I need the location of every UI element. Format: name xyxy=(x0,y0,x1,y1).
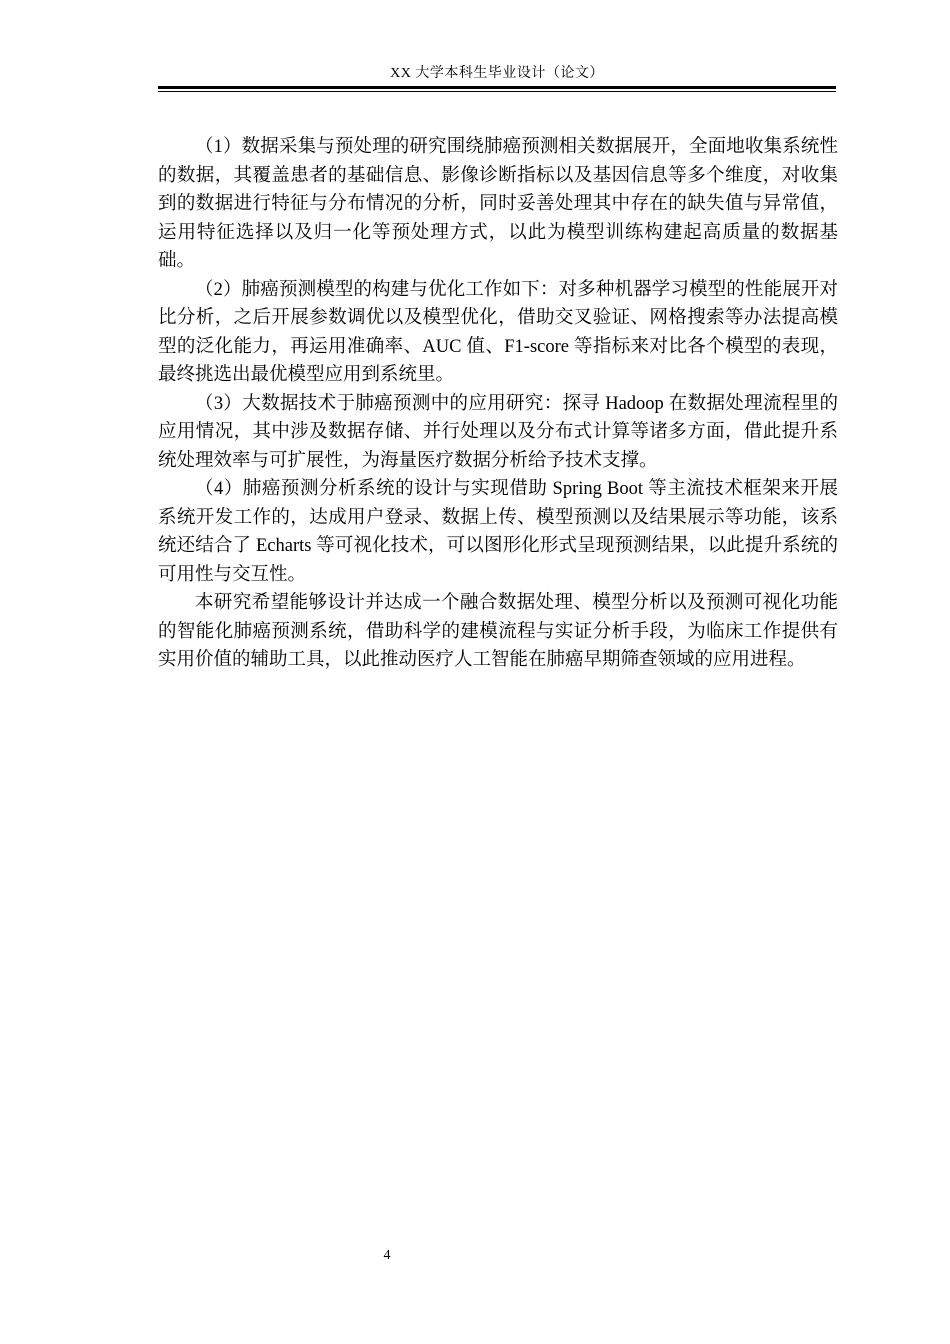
page-number: 4 xyxy=(383,1248,391,1263)
paragraph-big-data: （3）大数据技术于肺癌预测中的应用研究：探寻 Hadoop 在数据处理流程里的应用情况，其中涉及数据存储、并行处理以及分布式计算等诸多方面，借此提升系统处理效率与可扩展性，为海量医疗数据分析给予技术支撑。 xyxy=(158,393,838,471)
body-text xyxy=(158,133,838,675)
page-header-title: XX 大学本科生毕业设计（论文） xyxy=(390,66,604,81)
paragraph-system-design: （4）肺癌预测分析系统的设计与实现借助 Spring Boot 等主流技术框架来开展系统开发工作的，达成用户登录、数据上传、模型预测以及结果展示等功能，该系统还结合了 Echarts 等可视化技术，可以图形化形式呈现预测结果，以此提升系统的可用性与交互性。 xyxy=(158,479,838,585)
header-rule-thick xyxy=(158,86,836,89)
header-rule-thin xyxy=(158,91,836,92)
paragraph-research-goal: 本研究希望能够设计并达成一个融合数据处理、模型分析以及预测可视化功能的智能化肺癌预测系统，借助科学的建模流程与实证分析手段，为临床工作提供有实用价值的辅助工具，以此推动医疗人工智能在肺癌早期筛查领域的应用进程。 xyxy=(158,593,838,670)
paragraph-model-building: （2）肺癌预测模型的构建与优化工作如下：对多种机器学习模型的性能展开对比分析，之后开展参数调优以及模型优化，借助交叉验证、网格搜索等办法提高模型的泛化能力，再运用准确率、AUC 值、F1-score 等指标来对比各个模型的表现，最终挑选出最优模型应用到系统里。 xyxy=(158,279,838,385)
paragraph-data-collection: （1）数据采集与预处理的研究围绕肺癌预测相关数据展开，全面地收集系统性的数据，其覆盖患者的基础信息、影像诊断指标以及基因信息等多个维度，对收集到的数据进行特征与分布情况的分析，同时妥善处理其中存在的缺失值与异常值，运用特征选择以及归一化等预处理方式，以此为模型训练构建起高质量的数据基础。 xyxy=(158,137,838,271)
